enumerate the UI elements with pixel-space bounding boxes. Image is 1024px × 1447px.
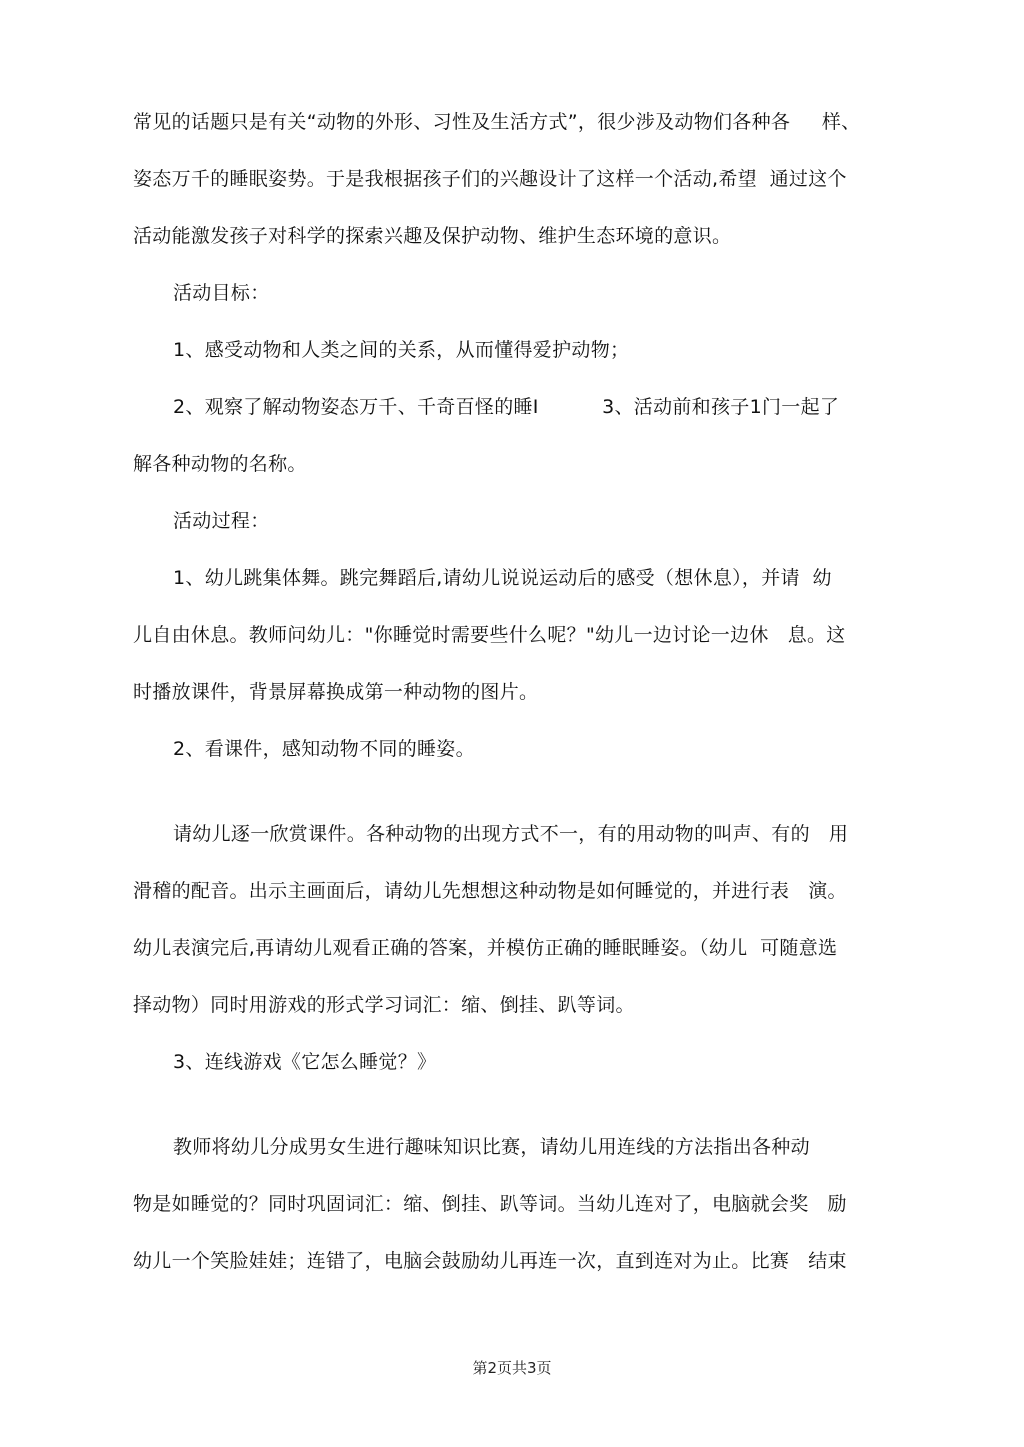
goal-item-2: 2、观察了解动物姿态万千、千奇百怪的睡I 3、活动前和孩子1门一起了: [173, 396, 840, 418]
section-heading-process: 活动过程：: [173, 510, 270, 532]
process-step-1-line-1: 1、幼儿跳集体舞。跳完舞蹈后,请幼儿说说运动后的感受（想休息），并请 幼: [173, 567, 832, 589]
process-step-3-heading: 3、连线游戏《它怎么睡觉？》: [173, 1051, 437, 1073]
process-step-2-line-3: 幼儿表演完后,再请幼儿观看正确的答案，并模仿正确的睡眠睡姿。（幼儿 可随意选: [133, 937, 838, 959]
process-step-2-line-4: 择动物）同时用游戏的形式学习词汇：缩、倒挂、趴等词。: [133, 994, 635, 1016]
paragraph-line-3: 活动能激发孩子对科学的探索兴趣及保护动物、维护生态环境的意识。: [133, 225, 732, 247]
process-step-3-line-2: 物是如睡觉的？同时巩固词汇：缩、倒挂、趴等词。当幼儿连对了，电脑就会奖 励: [133, 1193, 847, 1215]
goal-item-continuation: 解各种动物的名称。: [133, 453, 307, 475]
process-step-1-line-2: 儿自由休息。教师问幼儿："你睡觉时需要些什么呢？"幼儿一边讨论一边休 息。这: [133, 624, 846, 646]
paragraph-line-2: 姿态万千的睡眠姿势。于是我根据孩子们的兴趣设计了这样一个活动,希望 通过这个: [133, 168, 847, 190]
process-step-2-line-1: 请幼儿逐一欣赏课件。各种动物的出现方式不一，有的用动物的叫声、有的 用: [173, 823, 849, 845]
process-step-3-line-3: 幼儿一个笑脸娃娃；连错了，电脑会鼓励幼儿再连一次，直到连对为止。比赛 结束: [133, 1250, 847, 1272]
paragraph-line-1: 常见的话题只是有关“动物的外形、习性及生活方式”，很少涉及动物们各种各 样、: [133, 111, 861, 133]
goal-item-1: 1、感受动物和人类之间的关系，从而懂得爱护动物；: [173, 339, 630, 361]
process-step-2-heading: 2、看课件，感知动物不同的睡姿。: [173, 738, 475, 760]
process-step-2-line-2: 滑稽的配音。出示主画面后，请幼儿先想想这种动物是如何睡觉的，并进行表 演。: [133, 880, 847, 902]
process-step-1-line-3: 时播放课件，背景屏幕换成第一种动物的图片。: [133, 681, 539, 703]
section-heading-goals: 活动目标：: [173, 282, 270, 304]
page-number-footer: 第2页共3页: [472, 1359, 552, 1377]
process-step-3-line-1: 教师将幼儿分成男女生进行趣味知识比赛，请幼儿用连线的方法指出各种动: [173, 1136, 810, 1158]
